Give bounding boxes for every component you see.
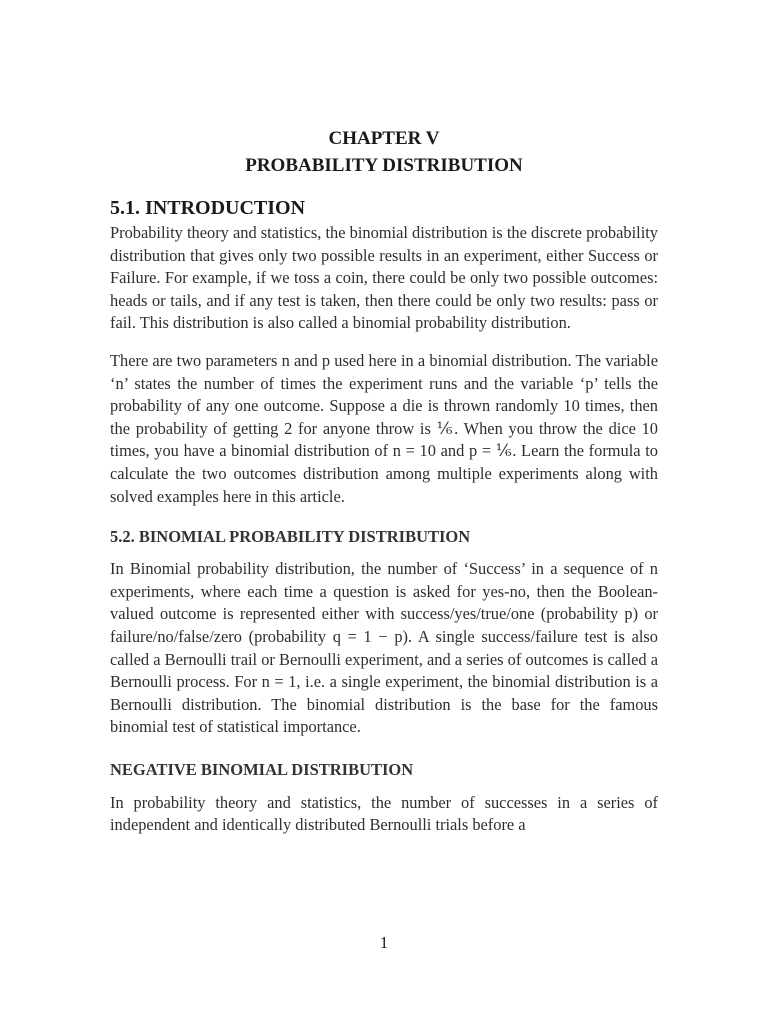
page-number: 1 [379, 933, 389, 952]
negative-binomial-paragraph-1: In probability theory and statistics, the number of successes in a series of independent and identically distributed Bernoulli trials before a [110, 792, 658, 835]
section-heading-introduction: 5.1. INTRODUCTION [110, 197, 306, 219]
section-heading-negative-binomial: NEGATIVE BINOMIAL DISTRIBUTION [110, 759, 414, 779]
intro-paragraph-1: Probability theory and statistics, the binomial distribution is the discrete probability distribution that gives only two possible results in an experiment, either Success or Failure. For example, if we toss a coin, there could be only two possible outcomes: heads or tails, and if any test is taken, then there could be only two results: pass or fail. This distribution is also called a binomial probability distribution. [110, 223, 658, 333]
section-heading-binomial: 5.2. BINOMIAL PROBABILITY DISTRIBUTION [110, 527, 471, 547]
intro-paragraph-2: There are two parameters n and p used here in a binomial distribution. The variable ‘n’ states the number of times the experiment runs and the variable ‘p’ tells the probability of any one outcome. Suppose a die is thrown randomly 10 times, then the probability of getting 2 for anyone throw is ⅙. When you throw the dice 10 times, you have a binomial distribution of n = 10 and p = ⅙. Learn the formula to calculate the two outcomes distribution among multiple experiments along with solved examples here in this article. [110, 350, 658, 506]
binomial-paragraph-1: In Binomial probability distribution, the number of ‘Success’ in a sequence of n experiments, where each time a question is asked for yes-no, then the Boolean-valued outcome is represented either with success/yes/true/one (probability p) or failure/no/false/zero (probability q = 1 − p). A single success/failure test is also called a Bernoulli trail or Bernoulli experiment, and a series of outcomes is called a Bernoulli process. For n = 1, i.e. a single experiment, the binomial distribution is a Bernoulli distribution. The binomial distribution is the base for the famous binomial test of statistical importance. [110, 559, 658, 737]
page-content [110, 195, 658, 837]
chapter-number: CHAPTER V [328, 128, 440, 149]
chapter-title: PROBABILITY DISTRIBUTION [245, 155, 523, 176]
